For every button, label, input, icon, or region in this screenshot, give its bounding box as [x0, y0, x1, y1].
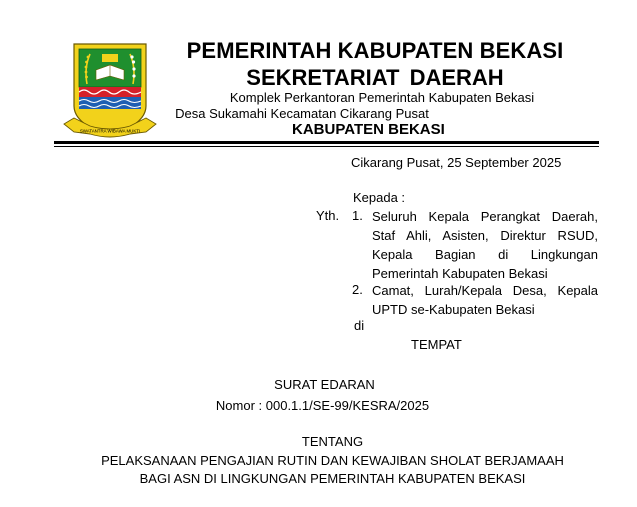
letterhead-rule-thick — [54, 141, 599, 144]
recipient-number: 2. — [352, 282, 363, 297]
place-date: Cikarang Pusat, 25 September 2025 — [351, 155, 562, 170]
to-label: Kepada : — [353, 190, 406, 205]
letterhead-address-line2: Desa Sukamahi Kecamatan Cikarang Pusat — [175, 106, 429, 121]
recipient-line: Seluruh Kepala Perangkat Daerah, — [372, 209, 598, 224]
letterhead-address-line1: Komplek Perkantoran Pemerintah Kabupaten Bekasi — [229, 90, 535, 105]
recipient-line: Staf Ahli, Asisten, Direktur RSUD, — [372, 228, 598, 243]
letterhead-government-name: PEMERINTAH KABUPATEN BEKASI — [186, 38, 564, 63]
document-type: SURAT EDARAN — [274, 377, 375, 392]
subject-line-1: PELAKSANAAN PENGAJIAN RUTIN DAN KEWAJIBAN SHOLAT BERJAMAAH — [101, 453, 564, 468]
recipient-item — [372, 281, 598, 319]
recipient-line: UPTD se-Kabupaten Bekasi — [372, 302, 535, 317]
at-label: di — [354, 318, 365, 333]
svg-text:SWATANTRA WIBAWA MUKTI: SWATANTRA WIBAWA MUKTI — [79, 128, 141, 134]
recipient-item — [372, 207, 598, 283]
subject-line-2: BAGI ASN DI LINGKUNGAN PEMERINTAH KABUPATEN BEKASI — [139, 471, 526, 486]
letterhead-rule-thin — [54, 146, 599, 147]
letterhead-office-name: SEKRETARIAT DAERAH — [246, 65, 504, 90]
place-label: TEMPAT — [411, 337, 462, 352]
recipient-line: Pemerintah Kabupaten Bekasi — [372, 266, 548, 281]
recipient-line: Kepala Bagian di Lingkungan — [372, 247, 598, 262]
salutation: Yth. — [316, 208, 340, 223]
recipient-line: Camat, Lurah/Kepala Desa, Kepala — [372, 283, 598, 298]
recipient-number: 1. — [352, 208, 363, 223]
document-number: Nomor : 000.1.1/SE-99/KESRA/2025 — [215, 398, 430, 413]
about-label: TENTANG — [301, 434, 364, 449]
letterhead-regency: KABUPATEN BEKASI — [292, 121, 445, 138]
bekasi-regency-emblem — [60, 40, 160, 145]
